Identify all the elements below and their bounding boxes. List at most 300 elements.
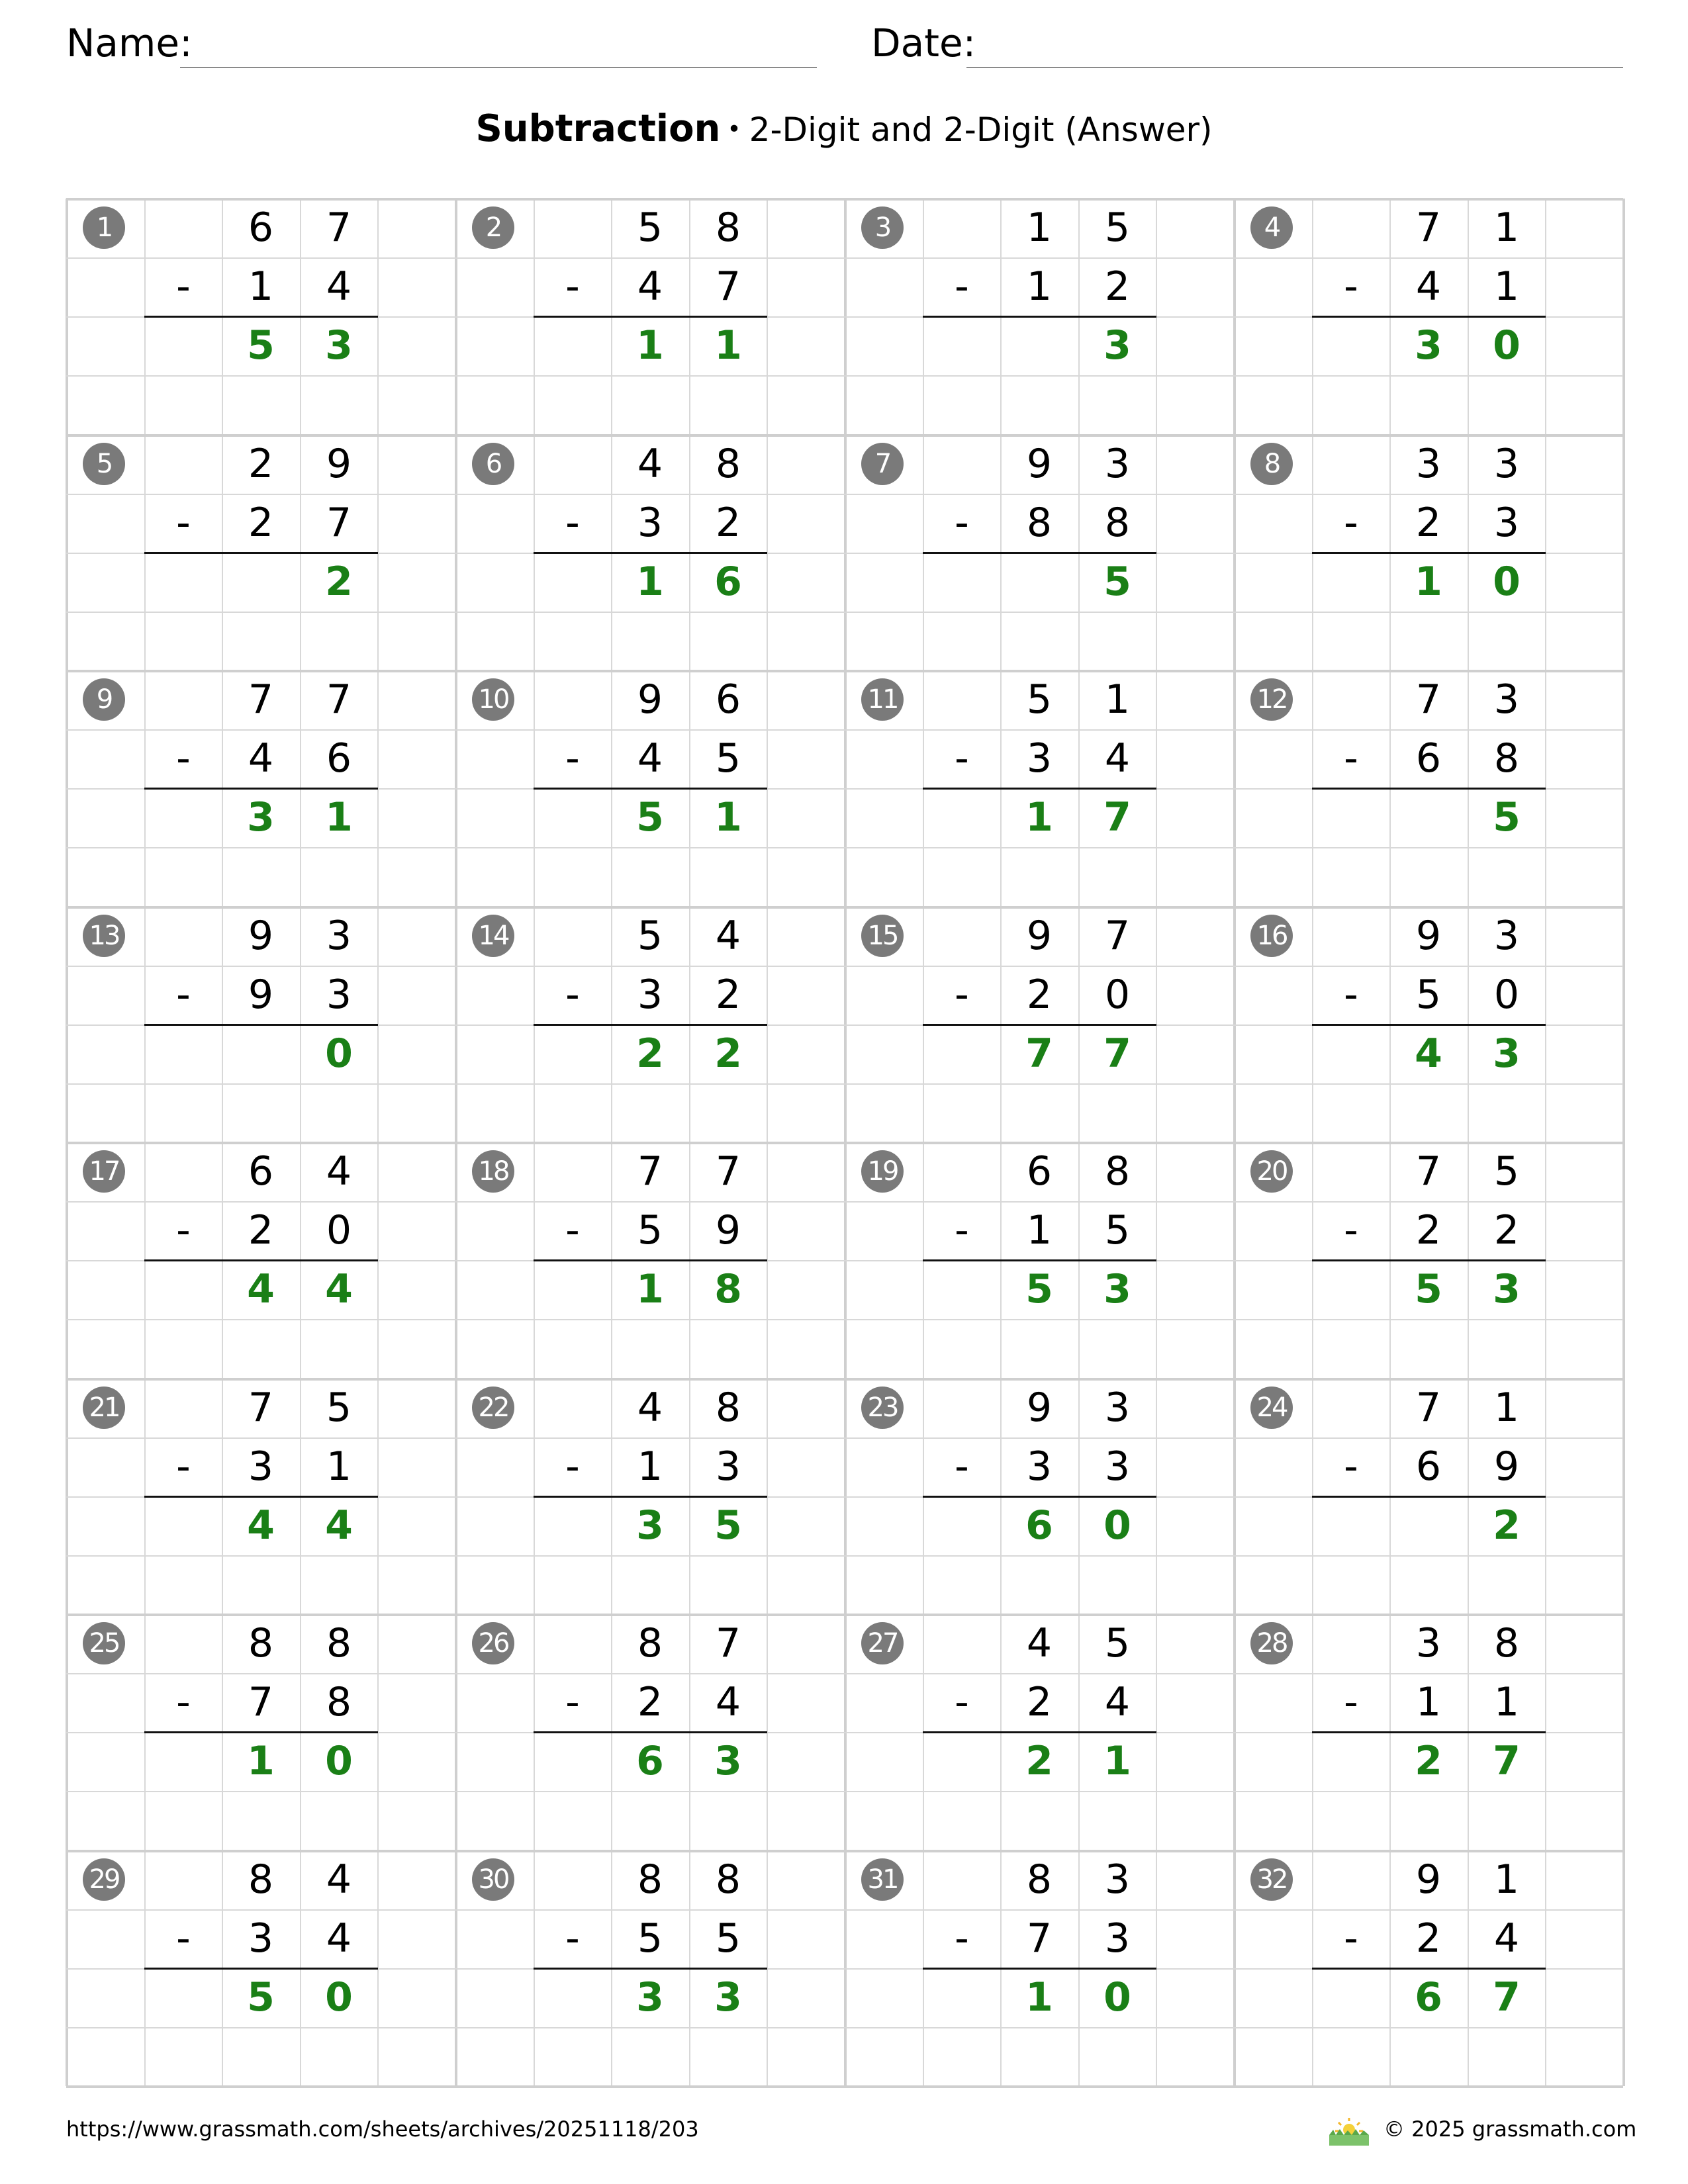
problem-number-badge: 5 (83, 443, 125, 485)
answer-tens-digit: 1 (636, 1266, 664, 1312)
problem-number-badge: 12 (1250, 678, 1293, 721)
answer-tens-digit: 3 (636, 1502, 664, 1549)
problem-18 (455, 1142, 845, 1378)
subtrahend-tens-digit: 6 (1415, 735, 1442, 782)
minus-sign: - (565, 1915, 580, 1962)
problem-number-badge: 24 (1250, 1387, 1293, 1429)
minuend-tens-digit: 8 (637, 1620, 663, 1666)
subtrahend-tens-digit: 3 (637, 500, 663, 546)
subtrahend-tens-digit: 9 (248, 972, 274, 1018)
minuend-ones-digit: 4 (326, 1148, 352, 1195)
minus-sign: - (1344, 263, 1358, 310)
footer-copyright: © 2025 grassmath.com (1383, 2116, 1637, 2142)
minuend-ones-digit: 5 (326, 1385, 352, 1431)
problem-number-badge: 32 (1250, 1858, 1293, 1901)
worksheet-title (0, 106, 1688, 153)
problem-28 (1234, 1614, 1623, 1850)
problem-19 (845, 1142, 1234, 1378)
minuend-ones-digit: 3 (326, 913, 352, 959)
problem-number-badge: 28 (1250, 1622, 1293, 1664)
subtrahend-tens-digit: 3 (1026, 735, 1053, 782)
minuend-ones-digit: 8 (715, 441, 741, 487)
subtrahend-ones-digit: 0 (1104, 972, 1131, 1018)
subtrahend-ones-digit: 9 (715, 1207, 741, 1253)
answer-tens-digit: 6 (1025, 1502, 1053, 1549)
minus-sign: - (176, 1915, 191, 1962)
problem-number-badge: 31 (861, 1858, 904, 1901)
minuend-ones-digit: 5 (1493, 1148, 1520, 1195)
title-bullet: • (727, 116, 741, 143)
subtrahend-tens-digit: 3 (1026, 1443, 1053, 1490)
subtrahend-tens-digit: 2 (1026, 972, 1053, 1018)
subtrahend-ones-digit: 4 (1104, 735, 1131, 782)
minus-sign: - (176, 972, 191, 1018)
answer-tens-digit (1000, 316, 1078, 375)
minuend-tens-digit: 5 (1026, 676, 1053, 723)
problem-25 (66, 1614, 455, 1850)
subtrahend-tens-digit: 4 (637, 735, 663, 782)
minuend-tens-digit: 9 (1415, 1856, 1442, 1903)
subtrahend-tens-digit: 6 (1415, 1443, 1442, 1490)
answer-ones-digit: 4 (325, 1266, 353, 1312)
subtrahend-ones-digit: 4 (326, 1915, 352, 1962)
minuend-tens-digit: 7 (1415, 1385, 1442, 1431)
answer-tens-digit (1000, 553, 1078, 612)
subtrahend-tens-digit: 5 (637, 1207, 663, 1253)
minus-sign: - (1344, 735, 1358, 782)
problem-number-badge: 4 (1250, 206, 1293, 249)
problem-10 (455, 670, 845, 906)
minuend-ones-digit: 7 (715, 1620, 741, 1666)
problem-14 (455, 907, 845, 1142)
answer-ones-digit: 3 (714, 1738, 742, 1784)
answer-tens-digit: 1 (247, 1738, 275, 1784)
subtrahend-tens-digit: 4 (248, 735, 274, 782)
minuend-tens-digit: 9 (1415, 913, 1442, 959)
subtrahend-tens-digit: 7 (248, 1679, 274, 1725)
answer-ones-digit: 3 (1103, 322, 1131, 369)
subtrahend-tens-digit: 5 (1415, 972, 1442, 1018)
minus-sign: - (565, 735, 580, 782)
answer-ones-digit: 0 (325, 1974, 353, 2021)
subtrahend-ones-digit: 1 (326, 1443, 352, 1490)
minus-sign: - (955, 500, 969, 546)
subtrahend-ones-digit: 4 (326, 263, 352, 310)
date-line (966, 67, 1623, 68)
problem-number-badge: 14 (472, 915, 514, 957)
subtrahend-ones-digit: 2 (1493, 1207, 1520, 1253)
answer-ones-digit: 3 (714, 1974, 742, 2021)
minuend-tens-digit: 6 (248, 1148, 274, 1195)
minuend-tens-digit: 7 (1415, 205, 1442, 251)
minus-sign: - (176, 1207, 191, 1253)
problem-number-badge: 30 (472, 1858, 514, 1901)
minus-sign: - (565, 1443, 580, 1490)
minuend-ones-digit: 7 (1104, 913, 1131, 959)
subtrahend-ones-digit: 8 (326, 1679, 352, 1725)
problem-23 (845, 1379, 1234, 1614)
answer-ones-digit: 6 (714, 559, 742, 605)
answer-tens-digit: 6 (1415, 1974, 1442, 2021)
minuend-tens-digit: 6 (248, 205, 274, 251)
subtrahend-tens-digit: 1 (248, 263, 274, 310)
date-label: Date: (871, 21, 976, 66)
minuend-ones-digit: 1 (1493, 205, 1520, 251)
problem-number-badge: 23 (861, 1387, 904, 1429)
subtrahend-tens-digit: 5 (637, 1915, 663, 1962)
problem-7 (845, 435, 1234, 670)
problem-number-badge: 6 (472, 443, 514, 485)
answer-tens-digit: 3 (1415, 322, 1442, 369)
answer-ones-digit: 5 (1103, 559, 1131, 605)
answer-ones-digit: 0 (1103, 1974, 1131, 2021)
answer-ones-digit: 7 (1103, 1030, 1131, 1077)
problem-27 (845, 1614, 1234, 1850)
minus-sign: - (1344, 1915, 1358, 1962)
problem-number-badge: 1 (83, 206, 125, 249)
subtrahend-ones-digit: 0 (326, 1207, 352, 1253)
subtrahend-ones-digit: 3 (1104, 1915, 1131, 1962)
title-main: Subtraction (475, 107, 721, 150)
problem-number-badge: 19 (861, 1150, 904, 1193)
problem-number-badge: 27 (861, 1622, 904, 1664)
minuend-ones-digit: 3 (1493, 441, 1520, 487)
answer-tens-digit: 2 (1415, 1738, 1442, 1784)
subtrahend-ones-digit: 5 (1104, 1207, 1131, 1253)
minus-sign: - (176, 1443, 191, 1490)
minus-sign: - (1344, 1679, 1358, 1725)
answer-tens-digit (1389, 1496, 1468, 1555)
problem-13 (66, 907, 455, 1142)
minuend-ones-digit: 8 (715, 205, 741, 251)
answer-ones-digit: 1 (714, 794, 742, 841)
answer-tens-digit: 5 (247, 322, 275, 369)
minus-sign: - (955, 1915, 969, 1962)
problem-number-badge: 11 (861, 678, 904, 721)
minuend-tens-digit: 2 (248, 441, 274, 487)
subtrahend-ones-digit: 3 (1104, 1443, 1131, 1490)
minus-sign: - (955, 972, 969, 1018)
answer-ones-digit: 2 (714, 1030, 742, 1077)
footer-url: https://www.grassmath.com/sheets/archives/20251118/203 (66, 2116, 699, 2142)
subtrahend-tens-digit: 4 (637, 263, 663, 310)
subtrahend-ones-digit: 9 (1493, 1443, 1520, 1490)
answer-ones-digit: 1 (325, 794, 353, 841)
minus-sign: - (176, 735, 191, 782)
minuend-tens-digit: 9 (1026, 913, 1053, 959)
answer-ones-digit: 0 (1493, 559, 1521, 605)
name-label: Name: (66, 21, 193, 66)
answer-tens-digit: 3 (636, 1974, 664, 2021)
answer-ones-digit: 3 (325, 322, 353, 369)
subtrahend-ones-digit: 8 (1493, 735, 1520, 782)
minus-sign: - (1344, 1207, 1358, 1253)
answer-tens-digit (222, 1024, 300, 1083)
problem-26 (455, 1614, 845, 1850)
problem-12 (1234, 670, 1623, 906)
minuend-tens-digit: 8 (248, 1620, 274, 1666)
problem-8 (1234, 435, 1623, 670)
answer-ones-digit: 0 (325, 1738, 353, 1784)
subtrahend-ones-digit: 6 (326, 735, 352, 782)
answer-ones-digit: 5 (1493, 794, 1521, 841)
minuend-ones-digit: 1 (1104, 676, 1131, 723)
answer-tens-digit: 1 (636, 559, 664, 605)
subtrahend-ones-digit: 7 (715, 263, 741, 310)
problem-32 (1234, 1850, 1623, 2086)
subtrahend-tens-digit: 2 (1415, 1207, 1442, 1253)
minuend-tens-digit: 8 (1026, 1856, 1053, 1903)
minus-sign: - (176, 1679, 191, 1725)
answer-ones-digit: 7 (1493, 1974, 1521, 2021)
minuend-ones-digit: 3 (1104, 1856, 1131, 1903)
problem-17 (66, 1142, 455, 1378)
minuend-tens-digit: 4 (1026, 1620, 1053, 1666)
answer-ones-digit: 2 (1493, 1502, 1521, 1549)
minuend-tens-digit: 9 (1026, 441, 1053, 487)
problem-30 (455, 1850, 845, 2086)
answer-tens-digit (1389, 788, 1468, 847)
answer-ones-digit: 8 (714, 1266, 742, 1312)
minuend-ones-digit: 8 (1493, 1620, 1520, 1666)
minuend-ones-digit: 4 (715, 913, 741, 959)
minuend-tens-digit: 6 (1026, 1148, 1053, 1195)
minuend-ones-digit: 8 (715, 1856, 741, 1903)
answer-tens-digit: 5 (247, 1974, 275, 2021)
minuend-tens-digit: 5 (637, 913, 663, 959)
answer-tens-digit: 3 (247, 794, 275, 841)
problem-number-badge: 9 (83, 678, 125, 721)
answer-ones-digit: 3 (1493, 1030, 1521, 1077)
subtrahend-ones-digit: 3 (326, 972, 352, 1018)
minuend-tens-digit: 4 (637, 1385, 663, 1431)
problem-31 (845, 1850, 1234, 2086)
subtrahend-ones-digit: 2 (1104, 263, 1131, 310)
subtrahend-ones-digit: 7 (326, 500, 352, 546)
minuend-tens-digit: 8 (637, 1856, 663, 1903)
minuend-tens-digit: 3 (1415, 1620, 1442, 1666)
minus-sign: - (565, 1679, 580, 1725)
answer-ones-digit: 7 (1103, 794, 1131, 841)
minuend-tens-digit: 9 (1026, 1385, 1053, 1431)
subtrahend-tens-digit: 2 (248, 500, 274, 546)
problem-3 (845, 199, 1234, 434)
minuend-ones-digit: 1 (1493, 1856, 1520, 1903)
minuend-ones-digit: 3 (1104, 1385, 1131, 1431)
problem-number-badge: 25 (83, 1622, 125, 1664)
subtrahend-tens-digit: 8 (1026, 500, 1053, 546)
answer-tens-digit: 5 (636, 794, 664, 841)
minus-sign: - (565, 263, 580, 310)
minuend-ones-digit: 8 (1104, 1148, 1131, 1195)
minuend-tens-digit: 7 (248, 1385, 274, 1431)
answer-tens-digit: 4 (247, 1266, 275, 1312)
problem-number-badge: 22 (472, 1387, 514, 1429)
problem-number-badge: 13 (83, 915, 125, 957)
minus-sign: - (955, 1207, 969, 1253)
answer-ones-digit: 0 (325, 1030, 353, 1077)
problem-number-badge: 17 (83, 1150, 125, 1193)
subtrahend-tens-digit: 2 (1026, 1679, 1053, 1725)
answer-tens-digit: 1 (1025, 794, 1053, 841)
minus-sign: - (955, 1679, 969, 1725)
minuend-ones-digit: 5 (1104, 205, 1131, 251)
minuend-ones-digit: 3 (1493, 676, 1520, 723)
answer-tens-digit: 4 (247, 1502, 275, 1549)
answer-tens-digit: 5 (1025, 1266, 1053, 1312)
minuend-ones-digit: 3 (1493, 913, 1520, 959)
problem-number-badge: 7 (861, 443, 904, 485)
answer-tens-digit: 1 (1025, 1974, 1053, 2021)
problem-15 (845, 907, 1234, 1142)
subtrahend-tens-digit: 7 (1026, 1915, 1053, 1962)
grass-sun-icon (1328, 2116, 1370, 2147)
subtrahend-tens-digit: 1 (1415, 1679, 1442, 1725)
problem-number-badge: 21 (83, 1387, 125, 1429)
subtrahend-tens-digit: 1 (1026, 263, 1053, 310)
minuend-ones-digit: 1 (1493, 1385, 1520, 1431)
problem-1 (66, 199, 455, 434)
minuend-tens-digit: 5 (637, 205, 663, 251)
subtrahend-ones-digit: 4 (1493, 1915, 1520, 1962)
subtrahend-ones-digit: 5 (715, 735, 741, 782)
minuend-tens-digit: 7 (637, 1148, 663, 1195)
minuend-ones-digit: 4 (326, 1856, 352, 1903)
answer-ones-digit: 0 (1493, 322, 1521, 369)
subtrahend-tens-digit: 4 (1415, 263, 1442, 310)
subtrahend-ones-digit: 4 (1104, 1679, 1131, 1725)
problem-number-badge: 29 (83, 1858, 125, 1901)
minus-sign: - (1344, 1443, 1358, 1490)
minuend-ones-digit: 6 (715, 676, 741, 723)
subtrahend-tens-digit: 2 (637, 1679, 663, 1725)
subtrahend-tens-digit: 2 (1415, 500, 1442, 546)
problem-9 (66, 670, 455, 906)
minuend-tens-digit: 9 (637, 676, 663, 723)
subtrahend-tens-digit: 3 (248, 1443, 274, 1490)
problem-24 (1234, 1379, 1623, 1614)
problem-5 (66, 435, 455, 670)
name-line (180, 67, 817, 68)
minuend-ones-digit: 5 (1104, 1620, 1131, 1666)
subtrahend-tens-digit: 2 (248, 1207, 274, 1253)
problem-21 (66, 1379, 455, 1614)
answer-tens-digit: 1 (636, 322, 664, 369)
subtrahend-ones-digit: 1 (1493, 263, 1520, 310)
problem-number-badge: 8 (1250, 443, 1293, 485)
answer-ones-digit: 5 (714, 1502, 742, 1549)
problem-number-badge: 15 (861, 915, 904, 957)
subtrahend-tens-digit: 1 (1026, 1207, 1053, 1253)
minuend-ones-digit: 3 (1104, 441, 1131, 487)
answer-ones-digit: 3 (1103, 1266, 1131, 1312)
answer-tens-digit: 7 (1025, 1030, 1053, 1077)
minus-sign: - (565, 1207, 580, 1253)
problem-16 (1234, 907, 1623, 1142)
minus-sign: - (565, 500, 580, 546)
minuend-tens-digit: 3 (1415, 441, 1442, 487)
subtrahend-tens-digit: 3 (248, 1915, 274, 1962)
subtrahend-ones-digit: 1 (1493, 1679, 1520, 1725)
minus-sign: - (955, 263, 969, 310)
minuend-ones-digit: 8 (326, 1620, 352, 1666)
subtrahend-tens-digit: 3 (637, 972, 663, 1018)
subtrahend-ones-digit: 4 (715, 1679, 741, 1725)
problem-2 (455, 199, 845, 434)
answer-ones-digit: 7 (1493, 1738, 1521, 1784)
minus-sign: - (955, 735, 969, 782)
answer-tens-digit: 2 (1025, 1738, 1053, 1784)
minuend-tens-digit: 7 (1415, 1148, 1442, 1195)
minuend-ones-digit: 7 (326, 676, 352, 723)
answer-ones-digit: 0 (1103, 1502, 1131, 1549)
minus-sign: - (1344, 500, 1358, 546)
problem-22 (455, 1379, 845, 1614)
minus-sign: - (176, 263, 191, 310)
minuend-tens-digit: 4 (637, 441, 663, 487)
answer-ones-digit: 2 (325, 559, 353, 605)
minus-sign: - (565, 972, 580, 1018)
problem-20 (1234, 1142, 1623, 1378)
answer-tens-digit: 4 (1415, 1030, 1442, 1077)
minuend-tens-digit: 8 (248, 1856, 274, 1903)
problem-grid (66, 199, 1623, 2086)
answer-tens-digit: 5 (1415, 1266, 1442, 1312)
minus-sign: - (955, 1443, 969, 1490)
minuend-tens-digit: 7 (1415, 676, 1442, 723)
problem-number-badge: 18 (472, 1150, 514, 1193)
answer-ones-digit: 4 (325, 1502, 353, 1549)
answer-ones-digit: 3 (1493, 1266, 1521, 1312)
problem-number-badge: 10 (472, 678, 514, 721)
subtrahend-ones-digit: 5 (715, 1915, 741, 1962)
answer-tens-digit: 2 (636, 1030, 664, 1077)
problem-11 (845, 670, 1234, 906)
answer-ones-digit: 1 (1103, 1738, 1131, 1784)
subtrahend-ones-digit: 3 (1493, 500, 1520, 546)
problem-4 (1234, 199, 1623, 434)
problem-number-badge: 3 (861, 206, 904, 249)
problem-number-badge: 2 (472, 206, 514, 249)
subtrahend-ones-digit: 3 (715, 1443, 741, 1490)
problem-29 (66, 1850, 455, 2086)
problem-6 (455, 435, 845, 670)
subtrahend-ones-digit: 0 (1493, 972, 1520, 1018)
minus-sign: - (176, 500, 191, 546)
minuend-tens-digit: 7 (248, 676, 274, 723)
minuend-tens-digit: 1 (1026, 205, 1053, 251)
title-subtitle: 2-Digit and 2-Digit (Answer) (749, 111, 1213, 149)
problem-number-badge: 16 (1250, 915, 1293, 957)
answer-ones-digit: 1 (714, 322, 742, 369)
answer-tens-digit: 1 (1415, 559, 1442, 605)
minuend-tens-digit: 9 (248, 913, 274, 959)
answer-tens-digit: 6 (636, 1738, 664, 1784)
answer-tens-digit (222, 553, 300, 612)
subtrahend-tens-digit: 1 (637, 1443, 663, 1490)
minuend-ones-digit: 7 (715, 1148, 741, 1195)
subtrahend-ones-digit: 2 (715, 500, 741, 546)
minuend-ones-digit: 8 (715, 1385, 741, 1431)
minuend-ones-digit: 7 (326, 205, 352, 251)
subtrahend-ones-digit: 2 (715, 972, 741, 1018)
minus-sign: - (1344, 972, 1358, 1018)
subtrahend-ones-digit: 8 (1104, 500, 1131, 546)
minuend-ones-digit: 9 (326, 441, 352, 487)
problem-number-badge: 20 (1250, 1150, 1293, 1193)
problem-number-badge: 26 (472, 1622, 514, 1664)
subtrahend-tens-digit: 2 (1415, 1915, 1442, 1962)
